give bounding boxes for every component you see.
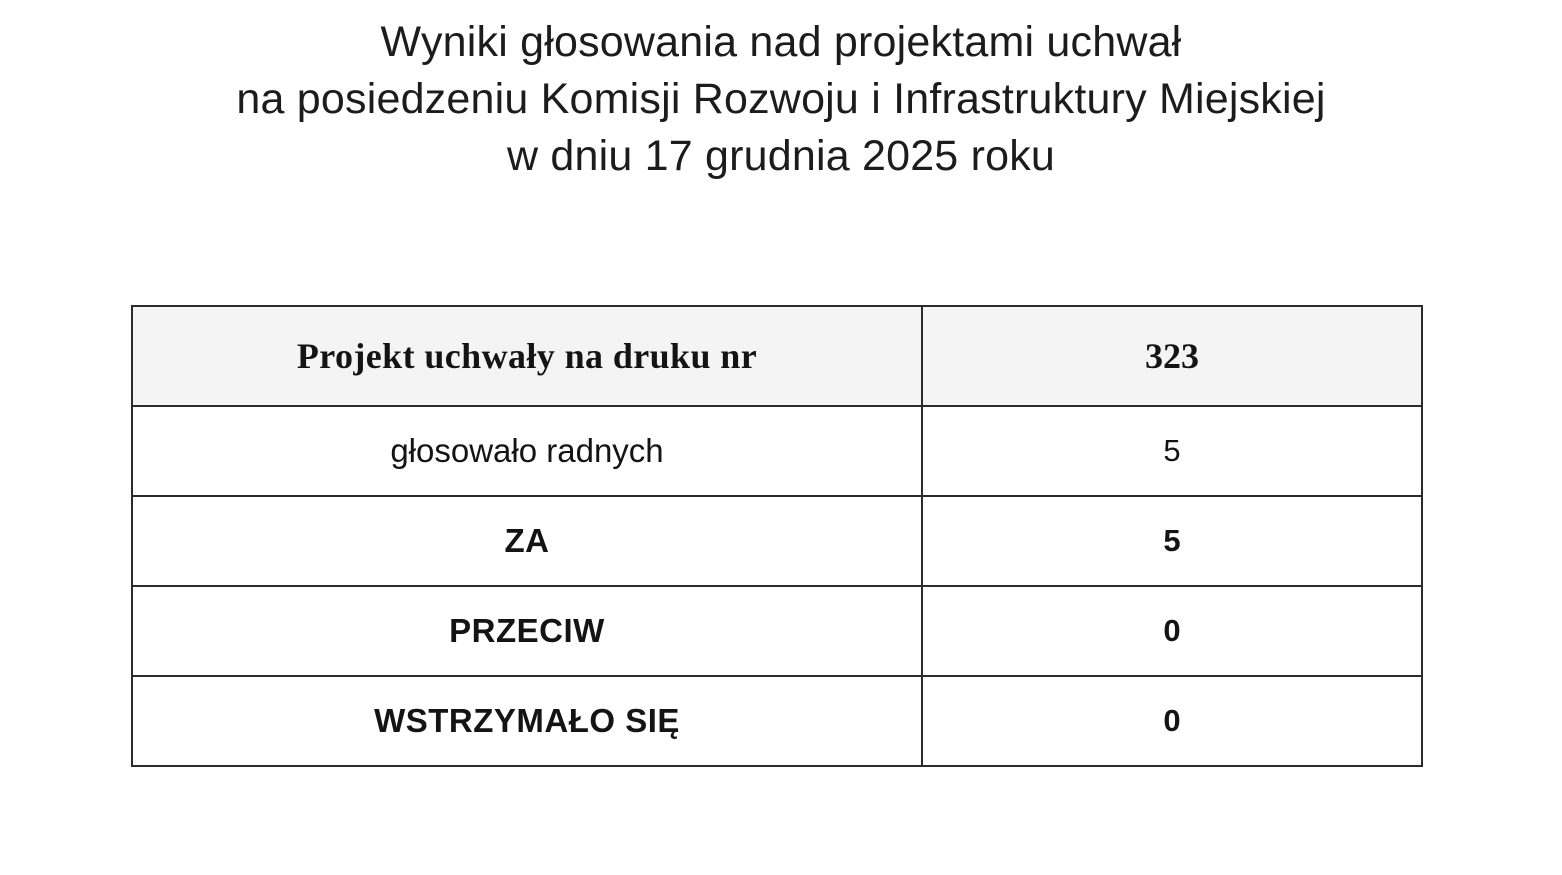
table-row-header: [132, 306, 1422, 406]
page-title: [0, 0, 1562, 186]
row-value-abstained: 0: [922, 676, 1422, 766]
row-label-for: ZA: [132, 496, 922, 586]
row-label-abstained: WSTRZYMAŁO SIĘ: [132, 676, 922, 766]
page-title-line-1: Wyniki głosowania nad projektami uchwał: [380, 18, 1182, 66]
row-value-for: 5: [922, 496, 1422, 586]
table-header-label: Projekt uchwały na druku nr: [132, 306, 922, 406]
row-value-voted: 5: [922, 406, 1422, 496]
voting-results-table-container: [131, 305, 1421, 767]
row-value-against: 0: [922, 586, 1422, 676]
table-row: [132, 406, 1422, 496]
voting-results-table: [131, 305, 1423, 767]
row-label-voted: głosowało radnych: [132, 406, 922, 496]
table-row: [132, 676, 1422, 766]
row-label-against: PRZECIW: [132, 586, 922, 676]
table-header-value: 323: [922, 306, 1422, 406]
page-title-line-2: na posiedzeniu Komisji Rozwoju i Infrastruktury Miejskiej: [236, 75, 1326, 124]
table-row: [132, 496, 1422, 586]
page-title-line-3: w dniu 17 grudnia 2025 roku: [506, 132, 1056, 181]
table-row: [132, 586, 1422, 676]
